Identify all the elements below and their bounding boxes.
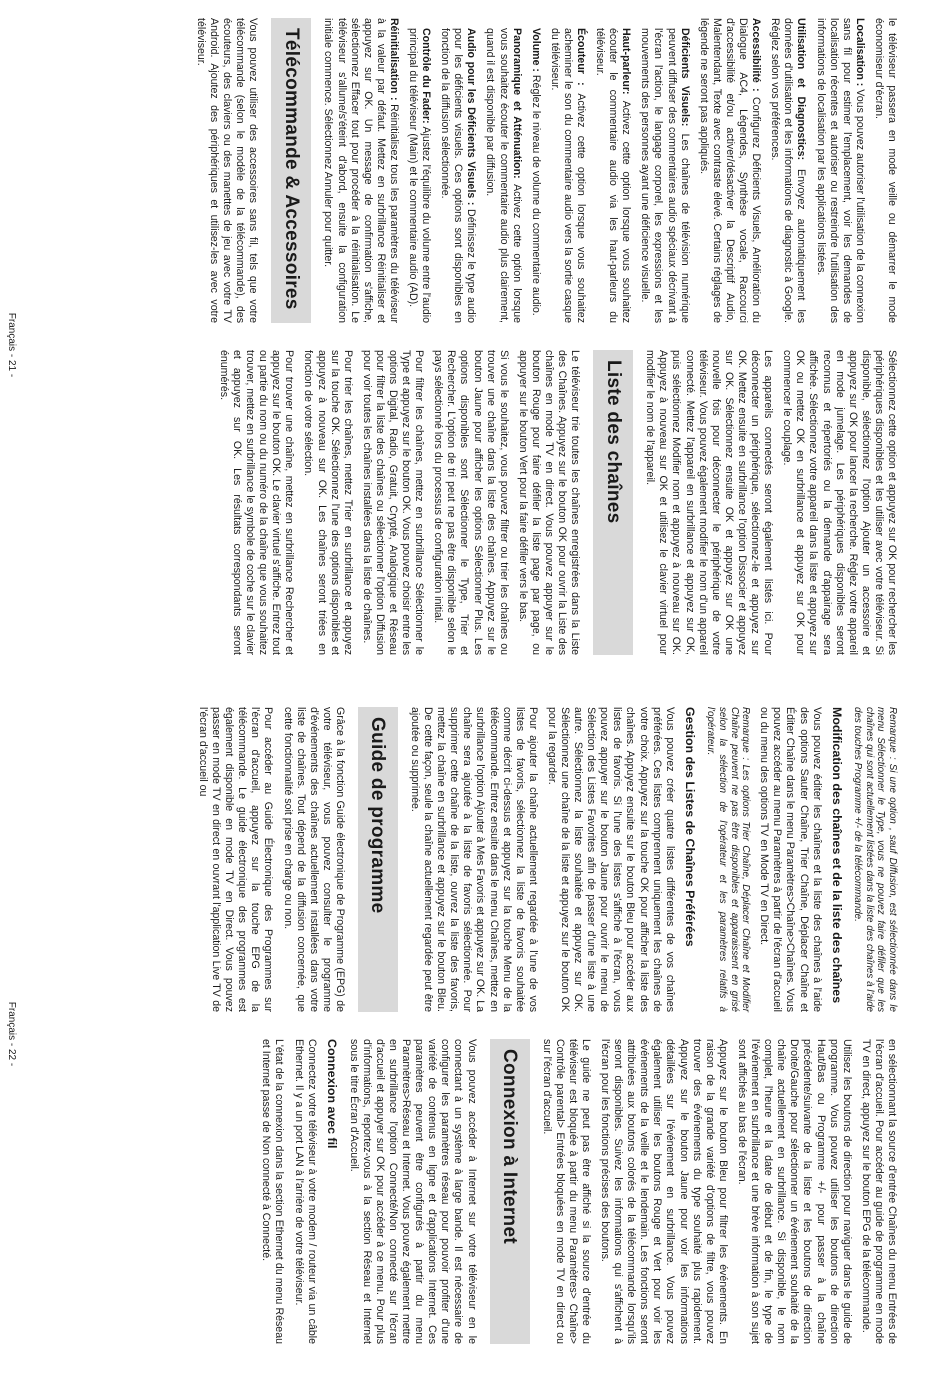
paragraph: Accessibilité : Configurez Déficients Visuels, Amélioration du Dialogue AC4, Légendes, Synthèse vocale, Raccourci d'accessibilité et/ou activer/désactiver la Descriptif Audio, Malentendant, Texte avec contraste élevé. Certains réglages de légende ne seront pas appliqués. xyxy=(697,18,763,323)
paragraph: Pour accéder au Guide Électronique des Programmes sur l'écran d'accueil, appuyez sur la touche EPG de la télécommande. Le guide électronique des programmes est également disponible en mode TV en Direct. Vous pouvez passer en mode TV en direct en ouvrant l'application Live TV de l'écran d'accueil ou xyxy=(196,707,275,1012)
page-number: Français - 21 - xyxy=(6,312,17,378)
paragraph: Grâce à la fonction Guide électronique de Programme (EPG) de votre téléviseur, vous pouvez consulter le programme d'événements des chaînes actuellement installées dans votre liste de chaînes. Tout dépend de la diffusion concernée, que cette fonctionnalité soit prise en charge ou non. xyxy=(281,707,346,1012)
paragraph: Volume : Réglez le niveau de volume du commentaire audio. xyxy=(529,28,542,316)
paragraph: Connectez votre téléviseur à votre modem / routeur via un câble Ethernet. Il y a un port LAN à l'arrière de votre téléviseur. xyxy=(292,1039,318,1344)
paragraph: Vous pouvez accéder à Internet sur votre téléviseur en le connectant à un système à large bande. Il est nécessaire de configurer les paramètres réseau pour pouvoir profiter d'une variété de contenus en ligne et d'applications Internet. Ces paramètres peuvent être configurés à partir du menu Paramètres>Réseau et Internet. Vous pouvez également mettre en surbrillance l'option Connecté/Non connecté sur l'écran d'accueil et appuyer sur OK pour accéder à ce menu. Pour plus d'informations, reportez-vous à la section Réseau et Internet sous le titre Écran d'Accueil. xyxy=(347,1039,478,1344)
paragraph: le téléviseur passera en mode veille ou démarrer le mode économiseur d'écran. xyxy=(872,18,898,323)
paragraph: Localisation : Vous pouvez autoriser l'utilisation de la connexion sans fil pour estimer l'emplacement, voir les demandes de localisation récentes et autoriser ou restreindre l'utilisation des informations de localisation par les applications listées. xyxy=(814,18,866,323)
paragraph: Le guide ne peut pas être affiché si la source d'entrée du téléviseur est bloquée à partir du menu Paramètres> Chaîne> Contrôle parental> Entrées bloquées en mode TV en direct ou sur l'écran d'accueil. xyxy=(540,1039,592,1344)
note: Remarque : Si une option , sauf Diffusion, est sélectionnée dans le menu Sélectionner le Type, vous ne pouvez faire défiler que les chaînes qui sont actuellement listées dans la liste des chaînes à l'aide des touches Programme +/- de la télécommande. xyxy=(852,707,898,1012)
subsection-heading: Gestion des Listes de Chaînes Préférées xyxy=(682,707,697,947)
page-22-column-2 xyxy=(253,1039,898,1344)
paragraph: Les appareils connectés seront également listés ici. Pour déconnecter un périphérique, sélectionnez-le et appuyez sur OK. Mettez ensuite en surbrillance l'option Dissocier et appuyez sur OK. Sélectionnez ensuite OK et appuyez sur OK une nouvelle fois pour déconnecter le périphérique de votre téléviseur. Vous pouvez également modifier le nom d'un appareil connecté. Mettez l'appareil en surbrillance et appuyez sur OK, puis sélectionnez Modifier nom et appuyez à nouveau sur OK. Appuyez à nouveau sur OK et utilisez le clavier virtuel pour modifier le nom de l'appareil. xyxy=(644,350,775,655)
paragraph: Vous pouvez utiliser des accessoires sans fil, tels que votre télécommande (selon le modèle de la télécommande), des écouteurs, des claviers ou des manettes de jeu avec votre TV Android. Ajoutez des périphériques et utilisez-les avec votre téléviseur. xyxy=(194,18,260,323)
paragraph: Haut-parleur: Activez cette option lorsque vous souhaitez écouter le commentaire audio via les haut-parleurs du téléviseur. xyxy=(594,28,633,323)
paragraph: Réinitialisation : Réinitialisez tous les paramètres du téléviseur à la valeur par défaut. Mettez en surbrillance Réinitialiser et appuyez sur OK. Un message de confirmation s'affiche, sélectionnez Effacer tout pour procéder à la réinitialisation. Le téléviseur s'allume/s'éteint d'abord, ensuite la configuration initiale commence. Sélectionnez Annuler pour quitter. xyxy=(322,18,400,323)
paragraph: Vous pouvez créer quatre listes différentes de vos chaînes préférées. Ces listes comprennent uniquement les chaînes de votre choix. Appuyez sur la touche OK pour afficher la liste des chaînes. Appuyez ensuite sur le bouton Bleu pour accéder aux listes de favoris. Si l'une des listes s'affiche à l'écran, vous pouvez appuyer sur le bouton Jaune pour ouvrir le menu de Sélection des Listes Favorites afin de passer d'une liste à une autre. Sélectionnez la liste souhaitée et appuyez sur OK. Sélectionnez une chaîne de la liste et appuyez sur le bouton OK pour la regarder. xyxy=(545,707,676,1012)
paragraph: Audio pour les Déficients Visuels : Définissez le type audio pour les déficients visuels. Ces options sont disponibles en fonction de la diffusion sélectionnée. xyxy=(439,28,478,323)
page-number: Français - 22 - xyxy=(6,1001,17,1067)
paragraph: Utilisation et Diagnostics: Envoyez automatiquement les données d'utilisation et les informations de diagnostic à Google. Réglez selon vos préférences. xyxy=(769,18,808,323)
paragraph: Appuyez sur le bouton Bleu pour filtrer les événements. En raison de la grande variété d'options de filtre, vous pouvez trouver des événements du type souhaité plus rapidement. Appuyez sur le bouton Jaune pour voir les informations détaillées sur l'événement en surbrillance. Vous pouvez également utiliser les boutons Rouge et Vert pour voir les événements de la veille et le lendemain. Les fonctions seront attribuées aux boutons colorés de la télécommande lorsqu'ils seront disponibles. Suivez les informations qui s'affichent à l'écran pour les fonctions précises des boutons. xyxy=(599,1039,729,1344)
paragraph: Le téléviseur trie toutes les chaînes enregistrées dans la Liste des Chaînes. Appuyez sur le bouton OK pour ouvrir la Liste des chaînes en mode TV en direct. Vous pouvez appuyer sur le bouton Rouge pour faire défiler la liste page par page, ou appuyer sur le bouton Vert pour la faire défiler vers le bas. xyxy=(516,350,582,655)
manual-page-22 xyxy=(0,689,950,1379)
subsection-heading: Connexion avec fil xyxy=(324,1039,339,1149)
section-banner: Télécommande & Accessoires xyxy=(271,18,311,323)
section-banner: Guide de programme xyxy=(358,707,398,1012)
paragraph: Écouteur : Activez cette option lorsque vous souhaitez acheminer le son du commentaire audio vers la sortie casque du téléviseur. xyxy=(548,28,588,323)
page-21-column-2 xyxy=(211,350,898,655)
paragraph: Contrôle du Fader: Ajustez l'équilibre du volume entre l'audio principal du téléviseur (Main) et le commentaire audio (AD). xyxy=(407,28,433,323)
note: Remarque : Les options Trier Chaîne, Déplacer Chaîne et Modifier Chaîne peuvent ne pas être disponibles et apparaissent en grisé selon la sélection de l'opérateur et les paramètres relatifs à l'opérateur. xyxy=(705,707,752,1012)
paragraph: en sélectionnant la source d'entrée Chaînes du menu Entrées de l'écran d'accueil. Pour accéder au guide de programme en mode TV en direct, appuyez sur le bouton EPG de la télécommande. xyxy=(859,1039,898,1344)
paragraph: Si vous le souhaitez, vous pouvez filtrer ou trier les chaînes ou trouver une chaîne dans la liste des chaînes. Appuyez sur le bouton Jaune pour afficher les options Sélectionner Plus. Les options disponibles sont Sélectionner le Type, Trier et Rechercher. L'option de tri peut ne pas être disponible selon le pays sélectionné lors du processus de configuration initial. xyxy=(432,350,510,655)
page-22-column-1 xyxy=(190,707,898,1012)
paragraph: Pour trier les chaînes, mettez Trier en surbrillance et appuyez sur la touche OK. Sélectionnez l'une des options disponibles et appuyez à nouveau sur OK. Les chaînes seront triées en fonction de votre sélection. xyxy=(302,350,354,655)
paragraph: Déficients Visuels: Les chaînes de télévision numérique peuvent diffuser des commentaires audio spéciaux décrivant à l'écran l'action, le langage corporel, les expressions et les mouvements des personnes ayant une déficience visuelle. xyxy=(639,28,691,323)
page-21-column-1 xyxy=(188,18,898,323)
paragraph: Pour filtrer les chaînes, mettez en surbrillance Sélectionner le Type et appuyez sur le bouton OK. Vous pouvez choisir entre les options Digital, Radio, Gratuit, Crypté, Analogique et Réseau pour filtrer la liste des chaînes ou sélectionner l'option Diffusion pour voir toutes les chaînes installées dans la liste de chaînes. xyxy=(360,350,426,655)
paragraph: Utilisez les boutons de direction pour naviguer dans le guide de programme. Vous pouvez utiliser les boutons de direction Haut/Bas ou Programme +/- pour passer à la chaîne précédente/suivante de la liste et les boutons de direction Droite/Gauche pour sélectionner un événement souhaité de la chaîne actuellement en surbrillance. Si disponible, le nom complet, l'heure et la date de début et de fin, le type de l'événement en surbrillance et une brève information à son sujet sont affichés au bas de l'écran. xyxy=(735,1039,853,1344)
paragraph: Sélectionnez cette option et appuyez sur OK pour rechercher les périphériques disponibles et les utiliser avec votre téléviseur. Si disponible, sélectionnez l'option Ajouter un accessoire et appuyez sur OK pour lancer la recherche. Réglez votre appareil en mode jumelage. Les périphériques disponibles seront reconnus et répertoriés ou la demande d'appairage sera affichée. Sélectionnez votre appareil dans la liste et appuyez sur OK ou mettez OK en surbrillance et appuyez sur OK pour commencer le couplage. xyxy=(781,350,898,655)
paragraph: Pour ajouter la chaîne actuellement regardée à l'une de vos listes de favoris, sélectionnez la liste de favoris souhaitée comme décrit ci-dessus et appuyez sur la touche Menu de la télécommande. Entrez ensuite dans le menu Chaînes, mettez en surbrillance l'option Ajouter à Mes Favoris et appuyez sur OK. La chaîne sera ajoutée à la liste de favoris sélectionnée. Pour supprimer cette chaîne de la liste, ouvrez la liste des favoris, mettez la chaîne en surbrillance et appuyez sur le bouton Bleu. De cette façon, seule la chaîne actuellement regardée peut être ajoutée ou supprimée. xyxy=(409,707,539,1012)
paragraph: Pour trouver une chaîne, mettez en surbrillance Rechercher et appuyez sur le bouton OK. Le clavier virtuel s'affiche. Entrez tout ou partie du nom ou du numéro de la chaîne que vous souhaitez trouver, mettez en surbrillance le symbole de coche sur le clavier et appuyez sur OK. Les résultats correspondants seront énumérés. xyxy=(217,350,296,655)
subsection-heading: Modification des chaînes et de la liste des chaînes xyxy=(829,707,844,1004)
paragraph: Panoramique et Atténuation: Activez cette option lorsque vous souhaitez écouter le commentaire audio plus clairement, quand il est disponible par diffusion. xyxy=(484,28,523,323)
section-banner: Connexion à Internet xyxy=(490,1039,530,1344)
paragraph: L'état de la connexion dans la section Ethernet du menu Réseau et Internet passe de Non connecté à Connecté. xyxy=(260,1039,286,1344)
section-banner: Liste des chaînes xyxy=(593,350,633,655)
paragraph: Vous pouvez éditer les chaînes et la liste des chaînes à l'aide des options Sauter Chaîne, Trier Chaîne, Déplacer Chaîne et Éditer Chaîne dans le menu Paramètres>Chaîne>Chaînes. Vous pouvez accéder au menu Paramètres à partir de l'écran d'accueil ou du menu des options TV en Mode TV en Direct. xyxy=(758,707,823,1012)
